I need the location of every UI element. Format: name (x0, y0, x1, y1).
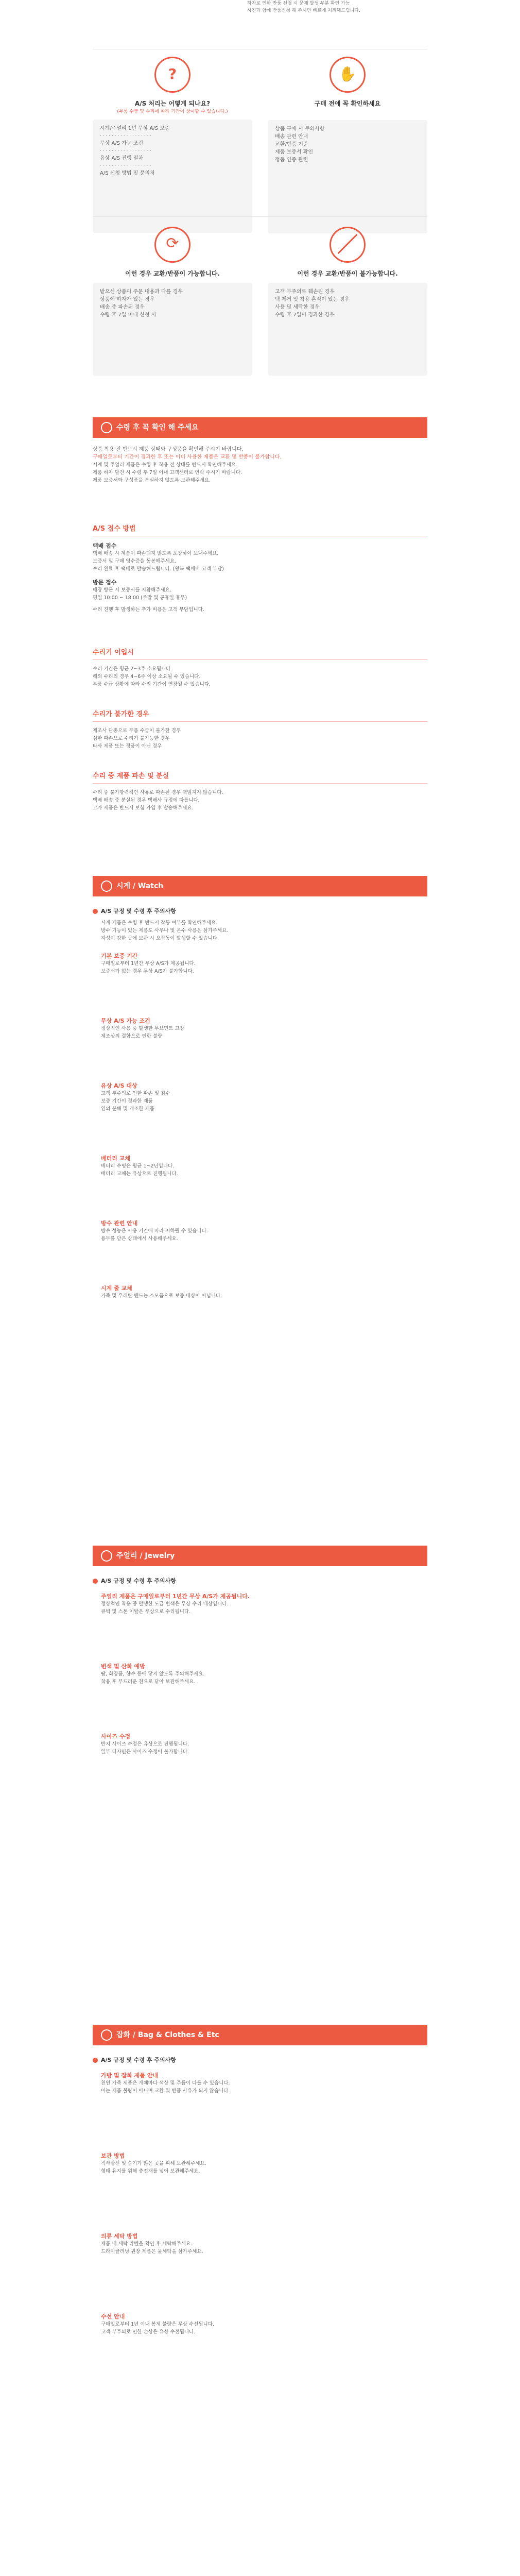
as-item-line: 보증서 및 구매 영수증을 동봉해주세요. (93, 558, 176, 564)
as-card-point: A/S 신청 방법 및 문의처 (100, 171, 155, 176)
caution-dot-icon (93, 1579, 98, 1584)
as-item-line: 수리 완료 후 택배로 발송해드립니다. (왕복 택배비 고객 부담) (93, 566, 224, 572)
as-item-head: 방문 접수 (93, 579, 117, 586)
bag-icon (101, 2029, 112, 2041)
watch-icon (101, 880, 112, 892)
return-ok-box (93, 283, 252, 376)
watch-block-line: 보증서가 없는 경우 무상 A/S가 불가합니다. (101, 969, 194, 974)
return-ok-title: 이런 경우 교환/반품이 가능합니다. (125, 270, 220, 277)
return-ok-line: 수령 후 7일 이내 신청 시 (100, 312, 157, 318)
jewelry-block-line: 정상적인 착용 중 발생한 도금 변색은 무상 수리 대상입니다. (101, 1601, 229, 1607)
watch-block-title: 기본 보증 기간 (101, 953, 138, 959)
bag-caution-label: A/S 규정 및 수령 후 주의사항 (101, 2057, 176, 2063)
as-item-head: 택배 접수 (93, 543, 117, 549)
watch-caution (93, 907, 427, 915)
as-item-line: 택배 배송 시 제품이 파손되지 않도록 포장하여 보내주세요. (93, 551, 219, 556)
notice-banner-label: 수령 후 꼭 확인 해 주세요 (116, 423, 199, 432)
bag-block-line: 이는 제품 불량이 아니며 교환 및 반품 사유가 되지 않습니다. (101, 2088, 230, 2094)
bag-banner (93, 2025, 427, 2045)
as-card-box: 시계/주얼리 1년 무상 A/S 보증 · · · · · · · · · · · · · · · · · · 무상 A/S 가능 조건 · · · · · · · · · · · · · · · · · · 유상 A/S 진행 절차 · · · · · · · · · · · · · · · · · · A/S 신청 방법 및 문의처 (93, 120, 252, 233)
bag-block-line: 드라이클리닝 권장 제품은 물세탁을 삼가주세요. (101, 2249, 203, 2255)
bag-block-line: 천연 가죽 제품은 개체마다 색상 및 주름이 다를 수 있습니다. (101, 2080, 230, 2086)
notice-banner (93, 417, 427, 438)
watch-block-line: 배터리 수명은 평균 1~2년입니다. (101, 1163, 175, 1169)
check-point: 정품 인증 관련 (275, 157, 308, 163)
check-card (268, 57, 427, 233)
jewelry-icon (101, 1550, 112, 1562)
watch-banner-label: 시계 / Watch (116, 882, 164, 890)
check-point: 상품 구매 시 주의사항 (275, 126, 325, 132)
watch-block-line: 가죽 및 우레탄 밴드는 소모품으로 보증 대상이 아닙니다. (101, 1293, 222, 1299)
jewelry-block-line: 착용 후 부드러운 천으로 닦아 보관해주세요. (101, 1679, 196, 1685)
notice-line: 시계 및 주얼리 제품은 수령 후 착용 전 상태를 반드시 확인해주세요. (93, 462, 237, 468)
return-no-line: 고객 부주의로 훼손된 경우 (275, 289, 335, 295)
jewelry-block-title: 주얼리 제품은 구매일로부터 1년간 무상 A/S가 제공됩니다. (101, 1593, 250, 1600)
watch-line: 자성이 강한 곳에 보관 시 오작동이 발생할 수 있습니다. (101, 936, 219, 941)
watch-line: 방수 기능이 있는 제품도 사우나 및 온수 사용은 삼가주세요. (101, 928, 229, 934)
refresh-icon: ⟳ (154, 227, 190, 263)
repair-period-line: 부품 수급 상황에 따라 수리 기간이 연장될 수 있습니다. (93, 682, 211, 687)
bag-block-title: 의류 세탁 방법 (101, 2233, 138, 2240)
caution-dot-icon (93, 2058, 98, 2063)
bag-block-line: 고객 부주의로 인한 손상은 유상 수선됩니다. (101, 2329, 196, 2335)
check-point: 교환/반품 기준 (275, 142, 308, 147)
no-repair-line: 제조사 단종으로 부품 수급이 불가한 경우 (93, 728, 181, 734)
watch-block-title: 무상 A/S 가능 조건 (101, 1018, 150, 1024)
return-ok-line: 상품에 하자가 있는 경우 (100, 297, 155, 302)
caution-dot-icon (93, 909, 98, 914)
jewelry-banner (93, 1546, 427, 1566)
watch-block-line: 정상적인 사용 중 발생한 무브먼트 고장 (101, 1026, 184, 1031)
check-point: 배송 관련 안내 (275, 134, 308, 140)
bag-block-title: 보관 방법 (101, 2153, 125, 2159)
as-section-title: A/S 접수 방법 (93, 525, 136, 533)
watch-block-line: 용두를 닫은 상태에서 사용해주세요. (101, 1236, 178, 1242)
no-repair-line: 타사 제품 또는 정품이 아닌 경우 (93, 743, 162, 749)
watch-block-line: 제조상의 결함으로 인한 불량 (101, 1033, 163, 1039)
as-card (93, 57, 252, 233)
jewelry-block-line: 반지 사이즈 수정은 유상으로 진행됩니다. (101, 1741, 189, 1747)
bag-block-line: 구매일로부터 1년 이내 봉제 불량은 무상 수선됩니다. (101, 2321, 214, 2327)
intro-line-1: 하자로 인한 반품 신청 시 문제 발생 부분 확인 가능 (247, 1, 350, 6)
loss-section (93, 770, 427, 812)
jewelry-block-title: 사이즈 수정 (101, 1733, 130, 1740)
notice-warning: 구매일로부터 기간이 경과한 후 또는 이미 사용한 제품은 교환 및 반품이 불가합니다. (93, 454, 282, 460)
jewelry-block-title: 변색 및 산화 예방 (101, 1663, 145, 1670)
watch-caution-label: A/S 규정 및 수령 후 주의사항 (101, 908, 176, 914)
bag-block-line: 제품 내 세탁 라벨을 확인 후 세탁해주세요. (101, 2241, 193, 2247)
jewelry-caution (93, 1577, 427, 1585)
watch-block-line: 임의 분해 및 개조한 제품 (101, 1106, 154, 1112)
watch-block-title: 유상 A/S 대상 (101, 1082, 137, 1089)
return-ok-line: 배송 중 파손된 경우 (100, 304, 145, 310)
return-ok-card (93, 227, 252, 376)
watch-block-line: 방수 성능은 사용 기간에 따라 저하될 수 있습니다. (101, 1228, 208, 1234)
jewelry-block-line: 땀, 화장품, 향수 등에 닿지 않도록 주의해주세요. (101, 1671, 205, 1677)
repair-period-line: 수리 기간은 평균 2~3주 소요됩니다. (93, 666, 172, 672)
divider (93, 216, 427, 217)
intro-line-2: 사진과 함께 반품신청 해 주시면 빠르게 처리해드립니다. (247, 8, 360, 13)
jewelry-block-line: 큐빅 및 스톤 이탈은 무상으로 수리됩니다. (101, 1609, 191, 1615)
watch-block-title: 시계 줄 교체 (101, 1285, 132, 1292)
watch-block-line: 배터리 교체는 유상으로 진행됩니다. (101, 1171, 178, 1177)
info-icon (101, 422, 112, 433)
as-card-subtitle: (부품 수급 및 수리에 따라 기간이 상이할 수 있습니다.) (117, 109, 228, 114)
repair-period (93, 647, 427, 688)
jewelry-banner-label: 주얼리 / Jewelry (116, 1552, 175, 1560)
bag-block-title: 가방 및 잡화 제품 안내 (101, 2072, 158, 2079)
jewelry-block-line: 일부 디자인은 사이즈 수정이 불가합니다. (101, 1749, 189, 1755)
prohibited-icon (330, 227, 366, 263)
loss-line: 수리 중 불가항력적인 사유로 파손된 경우 책임지지 않습니다. (93, 790, 223, 795)
loss-line: 고가 제품은 반드시 보험 가입 후 발송해주세요. (93, 805, 194, 811)
as-card-point: 유상 A/S 진행 절차 (100, 156, 144, 161)
check-point: 제품 보증서 확인 (275, 149, 313, 155)
bag-banner-label: 잡화 / Bag & Clothes & Etc (116, 2031, 219, 2039)
return-no-line: 사용 및 세탁한 경우 (275, 304, 320, 310)
as-card-point: 시계/주얼리 1년 무상 A/S 보증 (100, 126, 170, 131)
bag-block-title: 수선 안내 (101, 2313, 125, 2320)
notice-line: 제품 하자 발견 시 수령 후 7일 이내 고객센터로 연락 주시기 바랍니다. (93, 470, 242, 476)
jewelry-caution-label: A/S 규정 및 수령 후 주의사항 (101, 1578, 176, 1584)
notice-line: 제품 보증서와 구성품을 분실하지 않도록 보관해주세요. (93, 478, 211, 483)
no-repair (93, 708, 427, 750)
intro-top (93, 0, 427, 14)
watch-block-title: 배터리 교체 (101, 1155, 130, 1162)
return-no-line: 택 제거 및 착용 흔적이 있는 경우 (275, 297, 350, 302)
question-icon: ? (154, 57, 190, 93)
check-card-title: 구매 전에 꼭 확인하세요 (314, 100, 381, 107)
as-item-line: 매장 방문 시 보증서를 지참해주세요. (93, 587, 171, 593)
watch-line: 시계 제품은 수령 후 반드시 작동 여부를 확인해주세요. (101, 920, 218, 926)
as-item-line: 평일 10:00 ~ 18:00 (주말 및 공휴일 휴무) (93, 595, 187, 601)
watch-block-line: 보증 기간이 경과한 제품 (101, 1098, 153, 1104)
as-card-title: A/S 처리는 어떻게 되나요? (134, 100, 211, 107)
bag-block-line: 직사광선 및 습기가 많은 곳을 피해 보관해주세요. (101, 2161, 206, 2166)
watch-section (93, 907, 427, 1300)
hand-icon: ✋ (330, 57, 366, 93)
return-ok-line: 받으신 상품이 주문 내용과 다를 경우 (100, 289, 183, 295)
return-no-line: 수령 후 7일이 경과한 경우 (275, 312, 335, 318)
no-repair-title: 수리가 불가한 경우 (93, 710, 149, 718)
watch-block-title: 방수 관련 안내 (101, 1220, 138, 1227)
jewelry-section (93, 1577, 427, 1756)
bag-block-line: 형태 유지를 위해 충전재를 넣어 보관해주세요. (101, 2168, 200, 2174)
as-section (93, 523, 427, 614)
watch-block-line: 구매일로부터 1년간 무상 A/S가 제공됩니다. (101, 961, 196, 967)
repair-period-title: 수리기 이입시 (93, 649, 134, 656)
notice-body (93, 446, 427, 484)
no-repair-line: 심한 파손으로 수리가 불가능한 경우 (93, 736, 170, 741)
return-no-title: 이런 경우 교환/반품이 불가능합니다. (297, 270, 398, 277)
bag-section (93, 2056, 427, 2336)
loss-section-title: 수리 중 제품 파손 및 분실 (93, 772, 169, 780)
return-no-card (268, 227, 427, 376)
bag-caution (93, 2056, 427, 2064)
watch-banner (93, 876, 427, 896)
as-card-point: 무상 A/S 가능 조건 (100, 141, 144, 146)
notice-lead: 상품 착용 전 반드시 제품 상태와 구성품을 확인해 주시기 바랍니다. (93, 447, 244, 452)
return-no-box (268, 283, 427, 376)
as-footnote: 수리 진행 후 발생하는 추가 비용은 고객 부담입니다. (93, 607, 204, 613)
watch-block-line: 고객 부주의로 인한 파손 및 침수 (101, 1091, 170, 1096)
loss-line: 택배 배송 중 분실된 경우 택배사 규정에 따릅니다. (93, 798, 200, 803)
repair-period-line: 해외 수리의 경우 4~6주 이상 소요될 수 있습니다. (93, 674, 201, 680)
